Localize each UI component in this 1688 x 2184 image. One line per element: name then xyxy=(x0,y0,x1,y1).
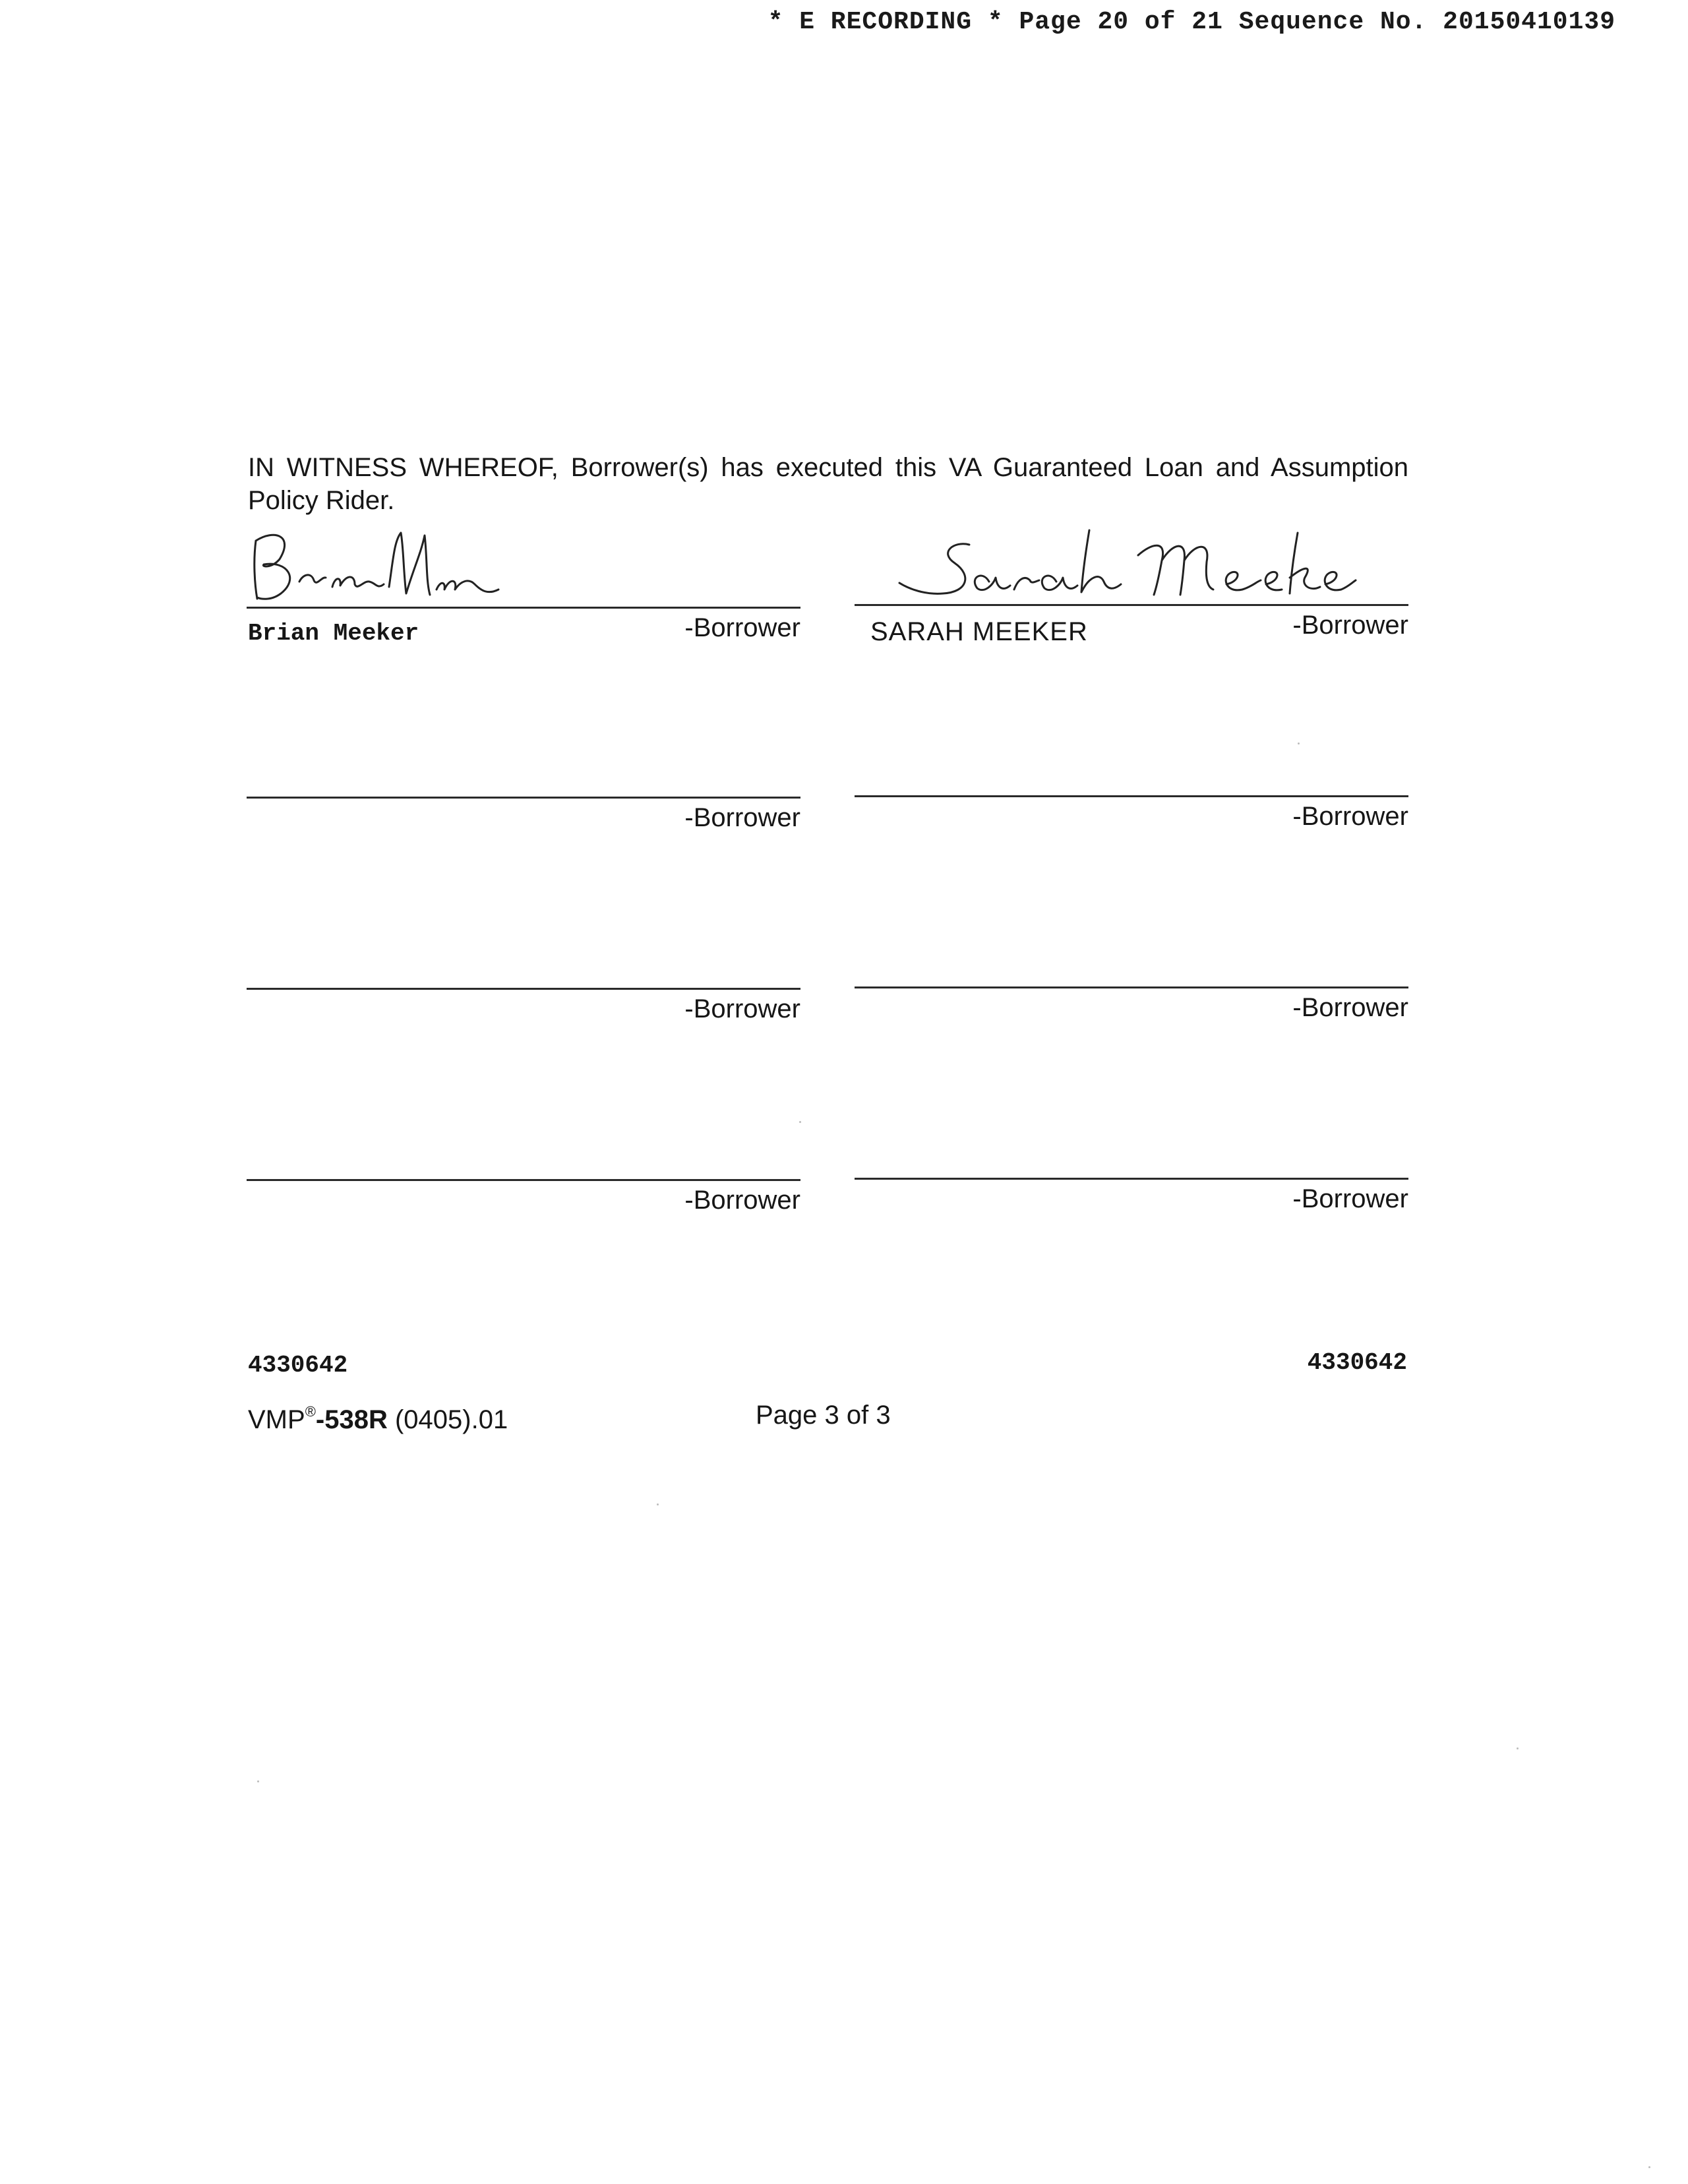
borrower-label: -Borrower xyxy=(684,994,800,1023)
borrower-label: -Borrower xyxy=(1292,802,1408,831)
borrower-label: -Borrower xyxy=(1292,1184,1408,1213)
scan-speck xyxy=(257,1780,259,1782)
signature-line xyxy=(247,607,800,609)
scan-speck xyxy=(657,1503,659,1505)
scan-speck xyxy=(1298,743,1300,744)
signature-line xyxy=(855,795,1408,797)
form-identifier xyxy=(248,1403,508,1435)
scan-speck xyxy=(1648,2166,1650,2168)
signature-line xyxy=(855,986,1408,988)
signature-line xyxy=(247,1179,800,1181)
registered-mark: ® xyxy=(305,1403,316,1420)
signature-line xyxy=(855,604,1408,606)
signature-line xyxy=(855,1178,1408,1180)
signature-sarah-meeker xyxy=(890,521,1352,613)
scan-speck xyxy=(1517,1747,1519,1749)
borrower-label: -Borrower xyxy=(684,1186,800,1215)
recording-stamp: * E RECORDING * Page 20 of 21 Sequence No. 20150410139 xyxy=(768,8,1615,36)
signature-brian-meeker xyxy=(248,521,525,613)
signature-line xyxy=(247,988,800,990)
form-code: -538R xyxy=(315,1405,388,1434)
form-prefix: VMP xyxy=(248,1405,305,1434)
borrower-label: -Borrower xyxy=(1292,993,1408,1022)
loan-number: 4330642 xyxy=(248,1352,348,1379)
scan-speck xyxy=(799,1121,801,1123)
loan-number: 4330642 xyxy=(1307,1349,1407,1376)
witness-statement: IN WITNESS WHEREOF, Borrower(s) has executed this VA Guaranteed Loan and Assumption Policy Rider. xyxy=(248,453,1408,515)
page-number: Page 3 of 3 xyxy=(756,1401,891,1430)
borrower-label: -Borrower xyxy=(1292,611,1408,640)
borrower-label: -Borrower xyxy=(684,613,800,642)
borrower-name: Brian Meeker xyxy=(248,620,419,647)
signature-line xyxy=(247,797,800,799)
form-version: (0405).01 xyxy=(394,1405,508,1434)
borrower-name: SARAH MEEKER xyxy=(870,617,1088,646)
borrower-label: -Borrower xyxy=(684,803,800,832)
